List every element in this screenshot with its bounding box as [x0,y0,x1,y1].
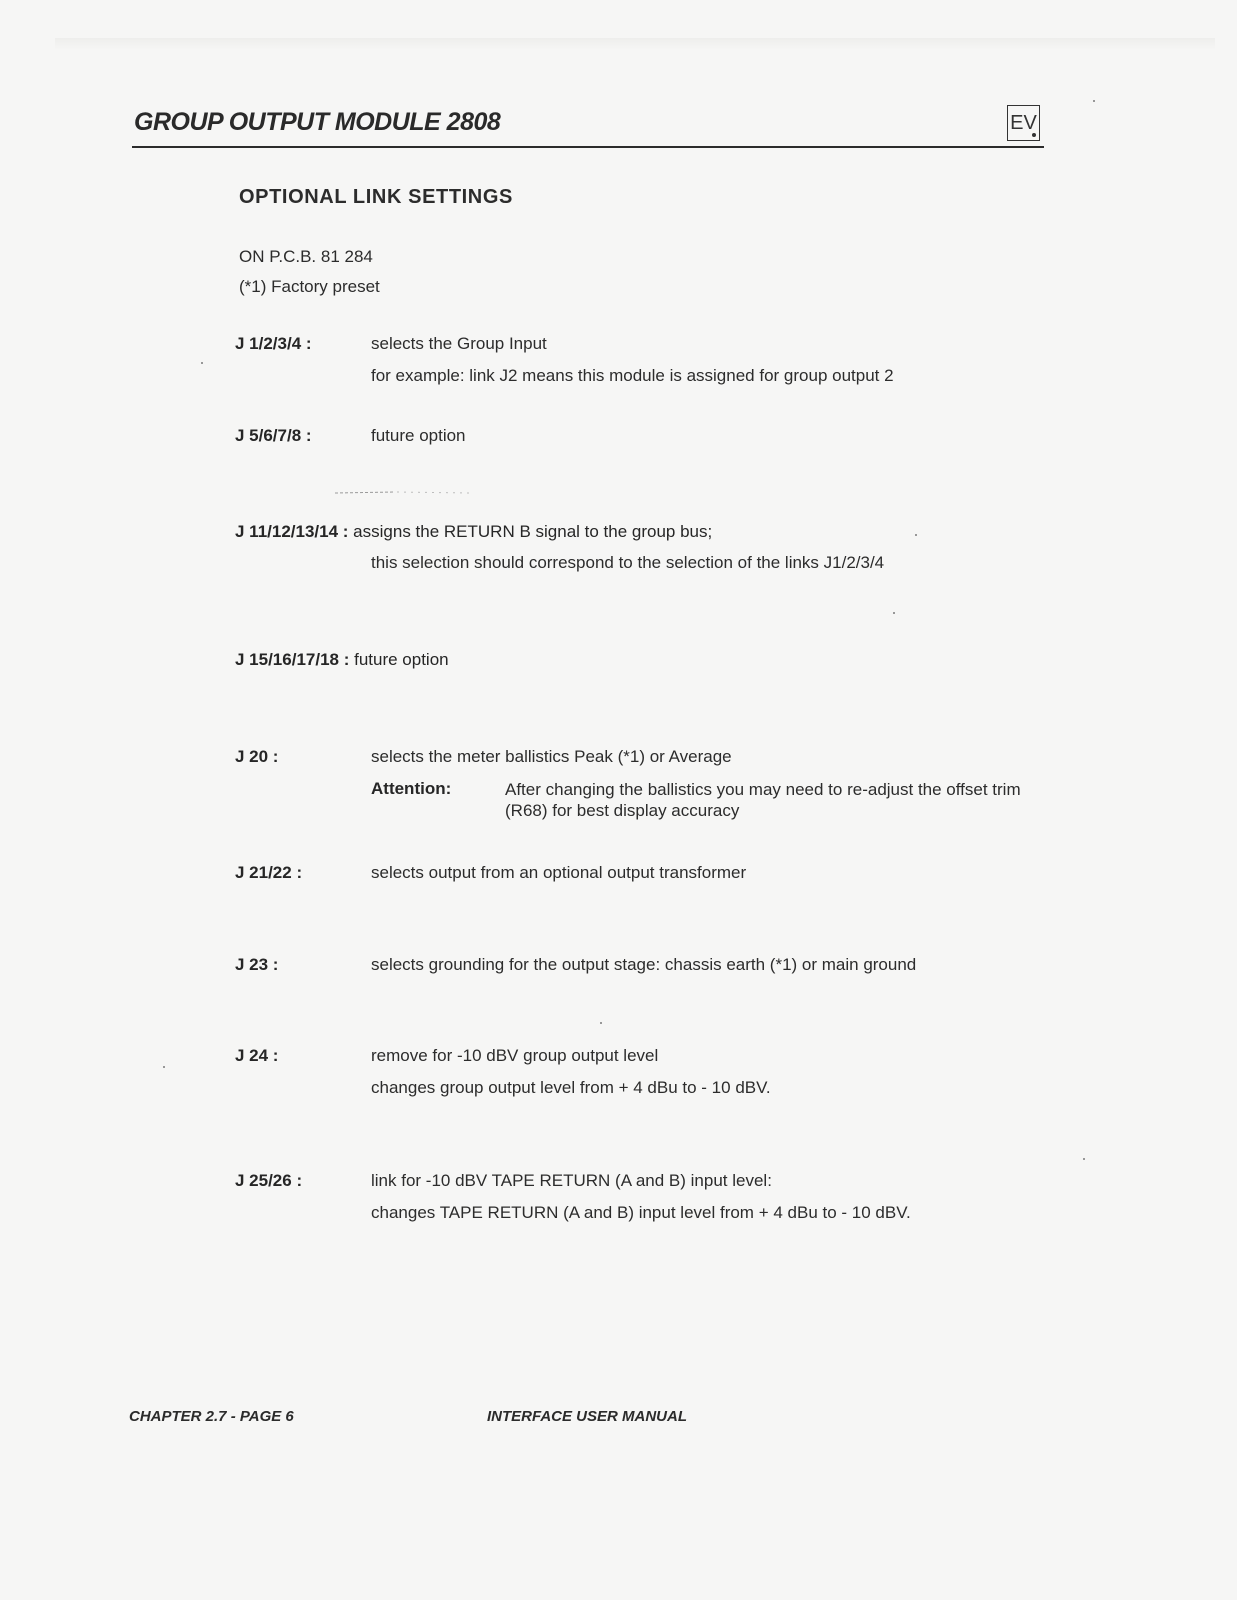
link-label-j20: J 20 : [235,747,279,766]
link-desc-j1-4-line1: selects the Group Input [371,334,547,353]
link-label-j24: J 24 : [235,1046,279,1065]
link-desc-j24-line1: remove for -10 dBV group output level [371,1046,659,1065]
ev-logo-icon [1007,105,1040,141]
link-desc-j15-18: future option [354,650,449,669]
link-desc-j20: selects the meter ballistics Peak (*1) or Average [371,747,732,766]
scan-edge [55,38,1215,50]
link-label-j11-14: J 11/12/13/14 : [235,522,349,541]
link-desc-j25-26-line1: link for -10 dBV TAPE RETURN (A and B) input level: [371,1171,772,1190]
footer-manual-title: INTERFACE USER MANUAL [487,1408,688,1425]
scan-smudge [335,490,470,495]
link-desc-j23: selects grounding for the output stage: chassis earth (*1) or main ground [371,955,917,974]
page-header-title: GROUP OUTPUT MODULE 2808 [134,108,501,136]
link-label-j23: J 23 : [235,955,279,974]
header-rule [132,146,1044,148]
pcb-reference: ON P.C.B. 81 284 [239,247,373,266]
scan-speck [915,534,917,536]
scan-speck [201,362,203,364]
logo-dot [1032,133,1036,137]
link-desc-j11-14-line2: this selection should correspond to the selection of the links J1/2/3/4 [371,553,885,572]
link-desc-j21-22: selects output from an optional output transformer [371,863,747,882]
attention-text: After changing the ballistics you may need to re-adjust the offset trim (R68) for best display accuracy [505,780,1021,820]
link-desc-j11-14-line1: assigns the RETURN B signal to the group bus; [353,522,713,541]
section-title: OPTIONAL LINK SETTINGS [239,186,513,208]
scan-speck [163,1066,165,1068]
scan-speck [600,1022,602,1024]
link-label-j21-22: J 21/22 : [235,863,303,882]
scan-speck [893,612,895,614]
footer-chapter-page: CHAPTER 2.7 - PAGE 6 [129,1408,294,1425]
link-label-j5-8: J 5/6/7/8 : [235,426,312,445]
link-label-j15-18: J 15/16/17/18 : [235,650,350,669]
link-label-j25-26: J 25/26 : [235,1171,303,1190]
link-desc-j24-line2: changes group output level from + 4 dBu to - 10 dBV. [371,1078,771,1097]
link-desc-j5-8: future option [371,426,466,445]
scan-speck [1083,1158,1085,1160]
link-desc-j1-4-line2: for example: link J2 means this module is assigned for group output 2 [371,366,894,385]
link-desc-j25-26-line2: changes TAPE RETURN (A and B) input level from + 4 dBu to - 10 dBV. [371,1203,911,1222]
factory-preset-note: (*1) Factory preset [239,277,380,296]
scan-speck [1093,100,1095,102]
link-row-j11-14 [235,522,712,542]
link-label-j1-4: J 1/2/3/4 : [235,334,312,353]
ev-logo-text: EV [1010,111,1037,134]
link-row-j15-18 [235,650,449,670]
attention-label: Attention: [371,779,452,798]
